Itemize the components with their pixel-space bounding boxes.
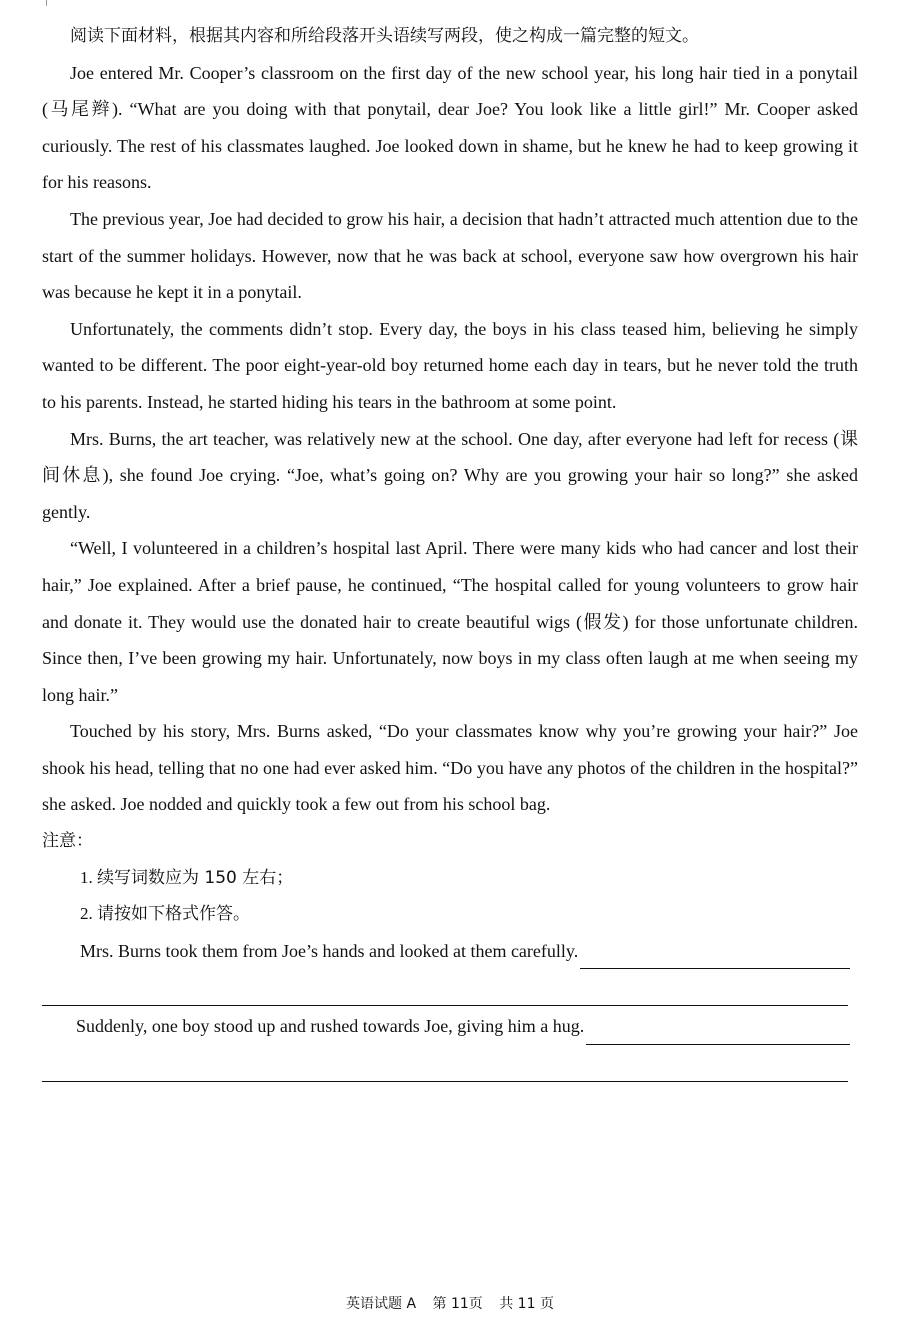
note-text: 续写词数应为 150 左右；: [97, 867, 294, 888]
starter-sentence-1: Mrs. Burns took them from Joe’s hands and looked at them carefully.: [80, 940, 579, 961]
story-paragraph-4: Mrs. Burns, the art teacher, was relatively new at the school. One day, after everyone had left for recess (课间休息), she found Joe crying. “Joe, what’s going on? Why are you growing your hair so long?” she asked gently.: [42, 428, 858, 522]
note-item-1: [42, 860, 858, 897]
answer-blank-inline-1[interactable]: [580, 940, 850, 969]
story-paragraph-5: “Well, I volunteered in a children’s hospital last April. There were many kids who had cancer and lost their hair,” Joe explained. After a brief pause, he continued, “The hospital called for young volunteers to grow hair and donate it. They would use the donated hair to create beautiful wigs (假发) for those unfortunate children. Since then, I’ve been growing my hair. Unfortunately, now boys in my class often laugh at me when seeing my long hair.”: [42, 538, 858, 705]
answer-blank-inline-2[interactable]: [586, 1016, 850, 1045]
story-paragraph-3: Unfortunately, the comments didn’t stop. Every day, the boys in his class teased him, believing he simply wanted to be different. The poor eight-year-old boy returned home each day in tears, but he never told the truth to his parents. Instead, he started hiding his tears in the bathroom at some point.: [42, 318, 858, 412]
paragraph-starter-1: [42, 933, 858, 970]
task-instruction: 阅读下面材料，根据其内容和所给段落开头语续写两段，使之构成一篇完整的短文。: [70, 26, 699, 46]
footer-subject: 英语试题 A: [346, 1296, 417, 1312]
story-paragraph-2: The previous year, Joe had decided to grow his hair, a decision that hadn’t attracted much attention due to the start of the summer holidays. However, now that he was back at school, everyone saw how overgrown his hair was because he kept it in a ponytail.: [42, 208, 858, 303]
note-number: 1.: [80, 867, 93, 887]
answer-blank-line-2[interactable]: [42, 1045, 848, 1082]
answer-blank-line-1[interactable]: [42, 969, 848, 1006]
footer-total-pages: 共 11 页: [499, 1296, 554, 1312]
corner-mark: [46, 0, 47, 6]
starter-sentence-2: Suddenly, one boy stood up and rushed towards Joe, giving him a hug.: [76, 1016, 585, 1037]
reading-material: [42, 18, 858, 1084]
notes-title: 注意：: [42, 831, 93, 852]
page-footer: [0, 1293, 900, 1313]
note-item-2: [42, 896, 858, 933]
paragraph-starter-2: [42, 1008, 858, 1045]
note-text: 请按如下格式作答。: [97, 904, 250, 925]
note-number: 2.: [80, 904, 93, 924]
story-paragraph-6: Touched by his story, Mrs. Burns asked, “Do your classmates know why you’re growing your hair?” Joe shook his head, telling that no one had ever asked him. “Do you have any photos of the children in the hospital?” she asked. Joe nodded and quickly took a few out from his school bag.: [42, 721, 858, 815]
story-paragraph-1: Joe entered Mr. Cooper’s classroom on the first day of the new school year, his long hair tied in a ponytail (马尾辫). “What are you doing with that ponytail, dear Joe? You look like a little girl!” Mr. Cooper asked curiously. The rest of his classmates laughed. Joe looked down in shame, but he knew he had to keep growing it for his reasons.: [42, 62, 858, 193]
footer-page-number: 第 11页: [432, 1296, 483, 1312]
